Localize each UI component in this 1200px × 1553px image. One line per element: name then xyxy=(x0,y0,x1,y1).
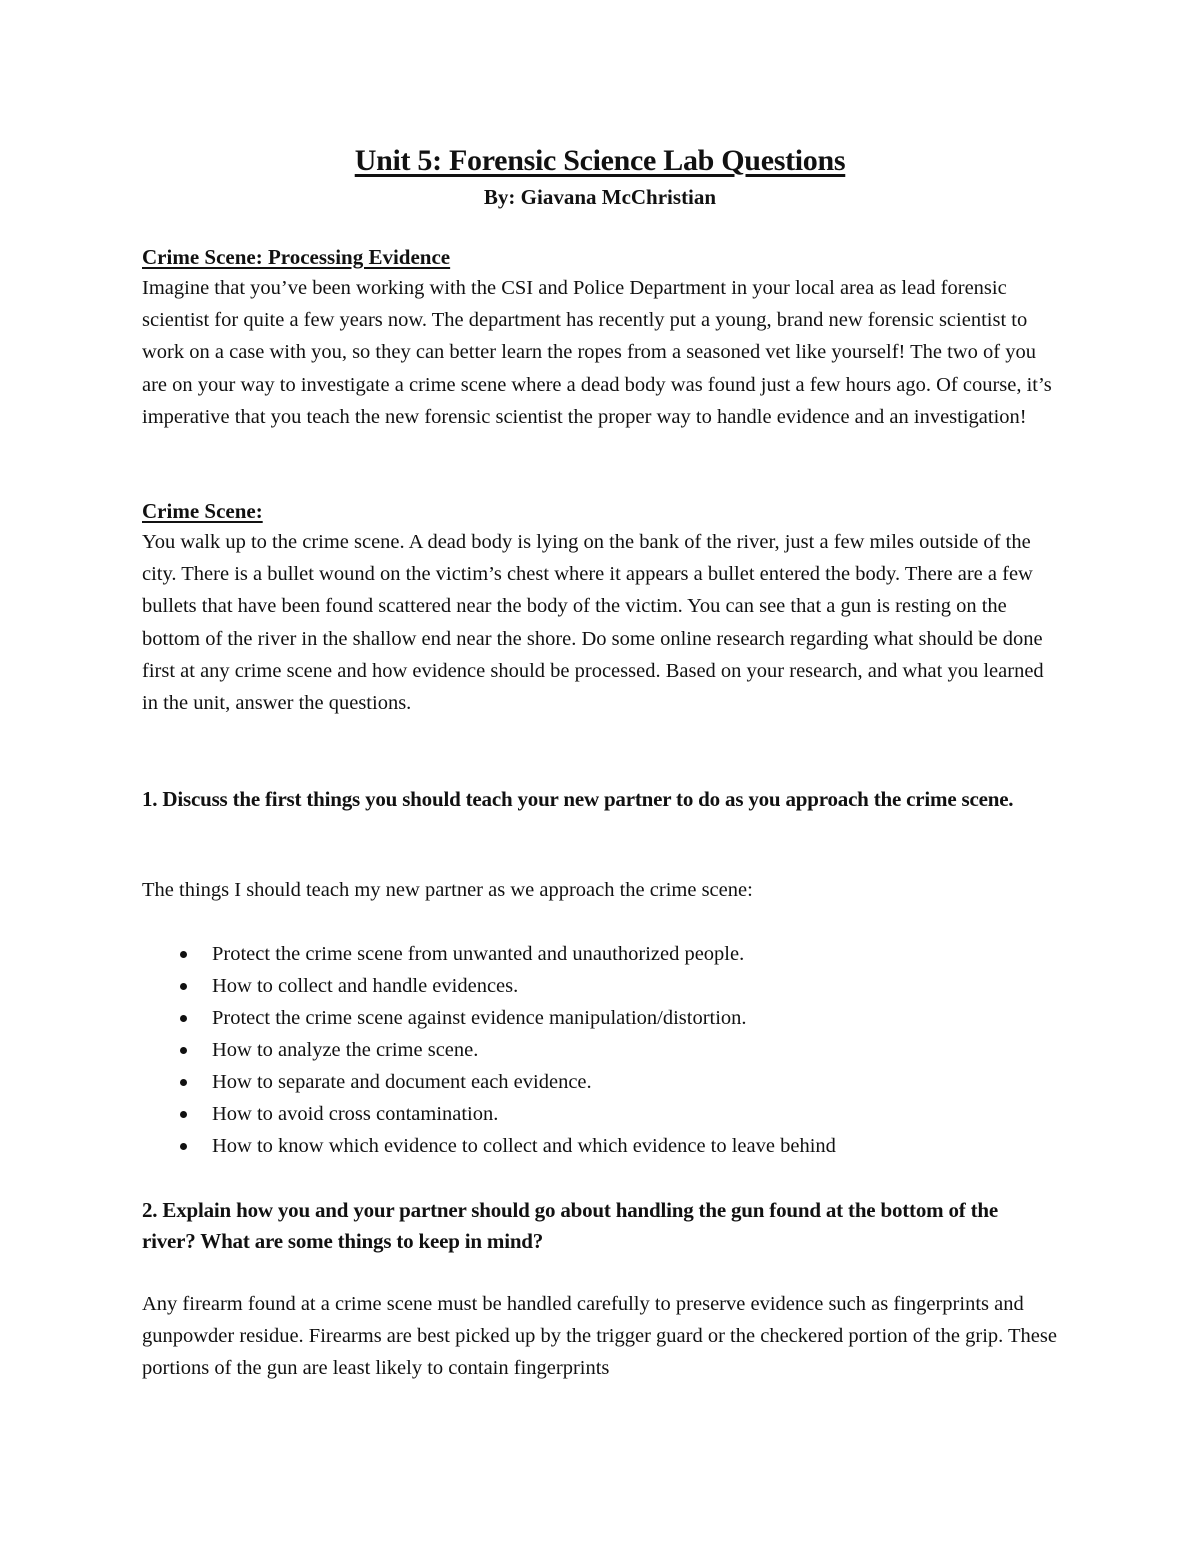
list-item xyxy=(142,1098,1042,1130)
list-item-text: Protect the crime scene from unwanted and unauthorized people. xyxy=(212,943,745,965)
bullet-icon xyxy=(180,1079,187,1086)
crime-scene-paragraph: You walk up to the crime scene. A dead body is lying on the bank of the river, just a few miles outside of the city. There is a bullet wound on the victim’s chest where it appears a bullet entered the body. There are a few bullets that have been found scattered near the body of the victim. You can see that a gun is resting on the bottom of the river in the shallow end near the shore. Do some online research regarding what should be done first at any crime scene and how evidence should be processed. Based on your research, and what you learned in the unit, answer the questions. xyxy=(142,531,1044,715)
bullet-icon xyxy=(180,1015,187,1022)
list-item xyxy=(142,970,1042,1002)
list-item xyxy=(142,938,1042,970)
question-2: 2. Explain how you and your partner should go about handling the gun found at the bottom of the river? What are some things to keep in mind? xyxy=(142,1198,999,1253)
question-1: 1. Discuss the first things you should teach your new partner to do as you approach the crime scene. xyxy=(142,787,1014,811)
list-item xyxy=(142,1066,1042,1098)
section-heading-processing-evidence: Crime Scene: Processing Evidence xyxy=(142,245,451,269)
bullet-icon xyxy=(180,983,187,990)
list-item xyxy=(142,1002,1042,1034)
document-title: Unit 5: Forensic Science Lab Questions xyxy=(354,144,846,177)
list-item-text: Protect the crime scene against evidence manipulation/distortion. xyxy=(212,1007,747,1029)
bullet-icon xyxy=(180,1143,187,1150)
bullet-icon xyxy=(180,1111,187,1118)
section-heading-crime-scene: Crime Scene: xyxy=(142,499,263,523)
document-author: By: Giavana McChristian xyxy=(483,185,717,209)
list-item-text: How to analyze the crime scene. xyxy=(212,1039,479,1061)
list-item-text: How to avoid cross contamination. xyxy=(212,1103,499,1125)
intro-paragraph: Imagine that you’ve been working with the CSI and Police Department in your local area as lead forensic scientist for quite a few years now. The department has recently put a young, brand new forensic scientist to work on a case with you, so they can better learn the ropes from a seasoned vet like yourself! The two of you are on your way to investigate a crime scene where a dead body was found just a few hours ago. Of course, it’s imperative that you teach the new forensic scientist the proper way to handle evidence and an investigation! xyxy=(142,277,1052,428)
answer-2-paragraph: Any firearm found at a crime scene must be handled carefully to preserve evidence such as fingerprints and gunpowder residue. Firearms are best picked up by the trigger guard or the checkered portion of the grip. These portions of the gun are least likely to contain fingerprints xyxy=(142,1293,1057,1380)
list-item-text: How to collect and handle evidences. xyxy=(212,975,519,997)
question-1-intro: The things I should teach my new partner as we approach the crime scene: xyxy=(142,879,753,901)
bullet-icon xyxy=(180,1047,187,1054)
list-item xyxy=(142,1034,1042,1066)
list-item xyxy=(142,1130,1042,1162)
answer-1-bullet-list xyxy=(142,938,1042,1162)
list-item-text: How to separate and document each evidence. xyxy=(212,1071,592,1093)
bullet-icon xyxy=(180,951,187,958)
list-item-text: How to know which evidence to collect and which evidence to leave behind xyxy=(212,1135,836,1157)
